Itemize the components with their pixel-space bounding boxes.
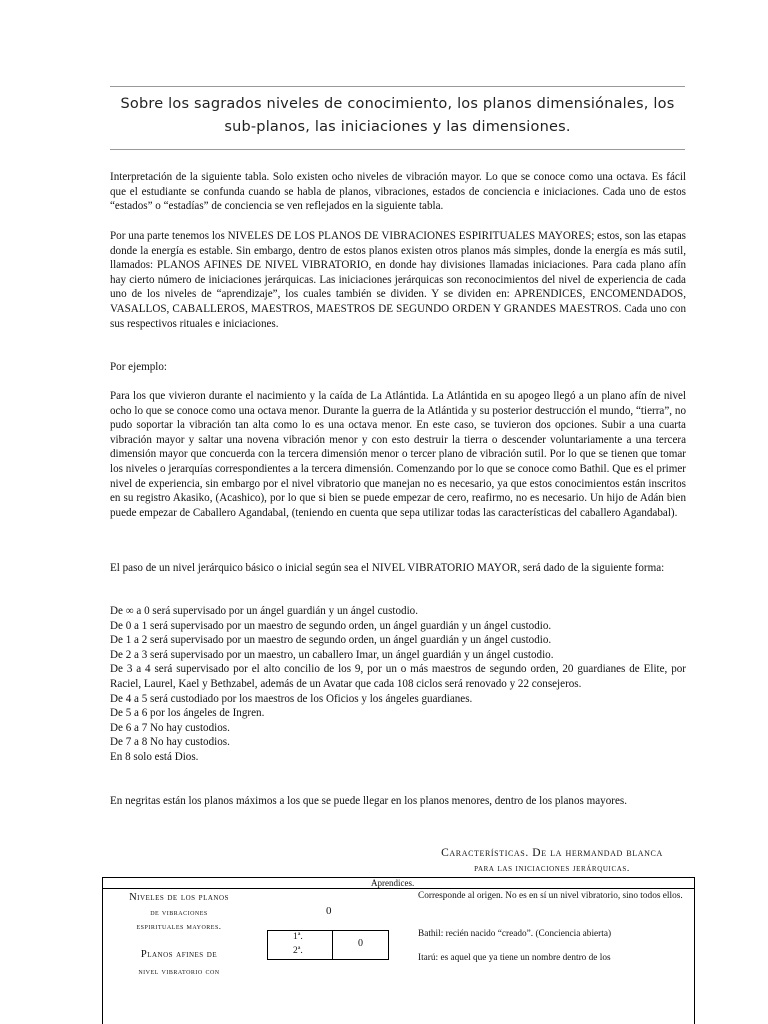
paragraph-intro: Interpretación de la siguiente tabla. Solo existen ocho niveles de vibración mayor. Lo que se conoce como una octava. Es fácil que el estudiante se confunda cuando se habla de planos, vibraciones, estados de conciencia e iniciaciones. Cada uno de estos “estados” o “estadías” de conciencia se ven reflejados en la siguiente tabla. — [110, 171, 686, 213]
list-item: De ∞ a 0 será supervisado por un ángel guardián y un ángel custodio. — [110, 605, 418, 617]
paragraph-ejemplo: Por ejemplo: — [110, 361, 168, 373]
table-header-row — [102, 877, 695, 889]
supervision-list — [110, 604, 686, 765]
niveles-value: 0 — [326, 905, 332, 917]
list-item: De 2 a 3 será supervisado por un maestro, un caballero Imar, un ángel guardián y un ángel custodio. — [110, 648, 554, 661]
title-box — [110, 86, 685, 150]
iniciaciones-value: 0 — [358, 938, 363, 949]
planos-line2: nivel vibratorio con — [138, 966, 220, 976]
characteristic-itaru: Itarú: es aquel que ya tiene un nombre dentro de los — [418, 953, 611, 963]
ordinal-second: 2ª. — [293, 946, 303, 956]
list-item: De 7 a 8 No hay custodios. — [110, 736, 230, 749]
table-header-aprendices: Aprendices. — [371, 878, 415, 888]
table-caption — [418, 846, 686, 876]
niveles-line1: Niveles de los planos — [129, 892, 229, 903]
niveles-label — [104, 891, 254, 933]
paragraph-negritas: En negritas están los planos máximos a los que se puede llegar en los planos menores, dentro de los planos mayores. — [110, 795, 627, 807]
niveles-line2: de vibraciones — [150, 907, 208, 917]
paragraph-paso: El paso de un nivel jerárquico básico o inicial según sea el NIVEL VIBRATORIO MAYOR, será dado de la siguiente forma: — [110, 562, 665, 574]
page-title: Sobre los sagrados niveles de conocimiento, los planos dimensiónales, los sub-planos, las iniciaciones y las dimensiones. — [120, 96, 675, 135]
characteristic-origen: Corresponde al origen. No es en sí un nivel vibratorio, sino todos ellos. — [418, 891, 683, 901]
planos-line1: Planos afines de — [140, 949, 218, 960]
table-caption-line2: para las iniciaciones jerárquicas. — [474, 863, 630, 874]
list-item: De 5 a 6 por los ángeles de Ingren. — [110, 707, 265, 720]
characteristic-bathil: Bathil: recién nacido “creado”. (Conciencia abierta) — [418, 929, 612, 939]
list-item: De 6 a 7 No hay custodios. — [110, 721, 230, 734]
list-item: De 3 a 4 será supervisado por el alto concilio de los 9, por un o más maestros de segundo orden, 20 guardianes de Elite, por Raciel, Laurel, Kael y Bethzabel, además de un Avatar que cada 108 ciclos será renovado y 22 consejeros. — [110, 663, 686, 690]
list-item: De 1 a 2 será supervisado por un maestro de segundo orden, un ángel guardián y un ángel custodio. — [110, 634, 552, 647]
paragraph-atlantida: Para los que vivieron durante el nacimiento y la caída de La Atlántida. La Atlántida en su apogeo llegó a un plano afín de nivel ocho lo que se conoce como una octava menor. Durante la guerra de la Atlántida y su posterior destrucción el mundo, “tierra”, no pudo soportar la vibración tan alta como lo es una octava menor. En este caso, se tuvieron dos opciones. Subir a una cuarta vibración mayor y saltar una novena vibración menor y con esto destruir la tierra o descender voluntariamente a una tercera dimensión mayor que concuerda con la tercera dimensión menor o tercer plano de vibración sutil. Por lo que se tienen que tomar los niveles o jerarquías correspondientes a la tercera dimensión. Comenzando por lo que se conoce como Bathil. Que es el primer nivel de experiencia, sin embargo por el nivel vibratorio que manejan no es necesario, ya que estos conocimientos están inscritos en su registro Akasiko, (Acashico), por lo que si bien se puede empezar de cero, reafirmo, no es necesario. Un hijo de Adán bien puede empezar de Caballero Agandabal, (teniendo en cuenta que sepa utilizar todas las características del caballero Agandabal). — [110, 390, 686, 519]
planos-label — [104, 947, 254, 979]
list-item: De 4 a 5 será custodiado por los maestros de los Oficios y los ángeles guardianes. — [110, 692, 473, 705]
list-item: De 0 a 1 será supervisado por un maestro de segundo orden, un ángel guardián y un ángel custodio. — [110, 619, 552, 632]
table-left-border — [102, 888, 103, 1024]
ordinal-first: 1ª. — [293, 932, 303, 942]
table-caption-line1: Características. De la hermandad blanca — [441, 847, 663, 859]
cell-divider — [332, 931, 333, 959]
iniciaciones-cell — [267, 930, 389, 960]
paragraph-niveles: Por una parte tenemos los NIVELES DE LOS PLANOS DE VIBRACIONES ESPIRITUALES MAYORES; estos, son las etapas donde la energía es estable. Sin embargo, dentro de estos planos existen otros planos más simples, donde la energía es más sutil, llamados: PLANOS AFINES DE NIVEL VIBRATORIO, en donde hay divisiones llamadas iniciaciones. Para cada plano afín hay cierto número de iniciaciones jerárquicas. Las iniciaciones jerárquicas son reconocimientos del nivel de experiencia de cada uno de los niveles de “aprendizaje”, los cuales también se dividen. Y se dividen en: APRENDICES, ENCOMENDADOS, VASALLOS, CABALLEROS, MAESTROS, MAESTROS DE SEGUNDO ORDEN Y GRANDES MAESTROS. Cada uno con sus respectivos rituales e iniciaciones. — [110, 230, 686, 330]
niveles-line3: espirituales mayores. — [136, 921, 222, 931]
table-right-border — [694, 888, 695, 1024]
list-item: En 8 solo está Dios. — [110, 750, 199, 763]
